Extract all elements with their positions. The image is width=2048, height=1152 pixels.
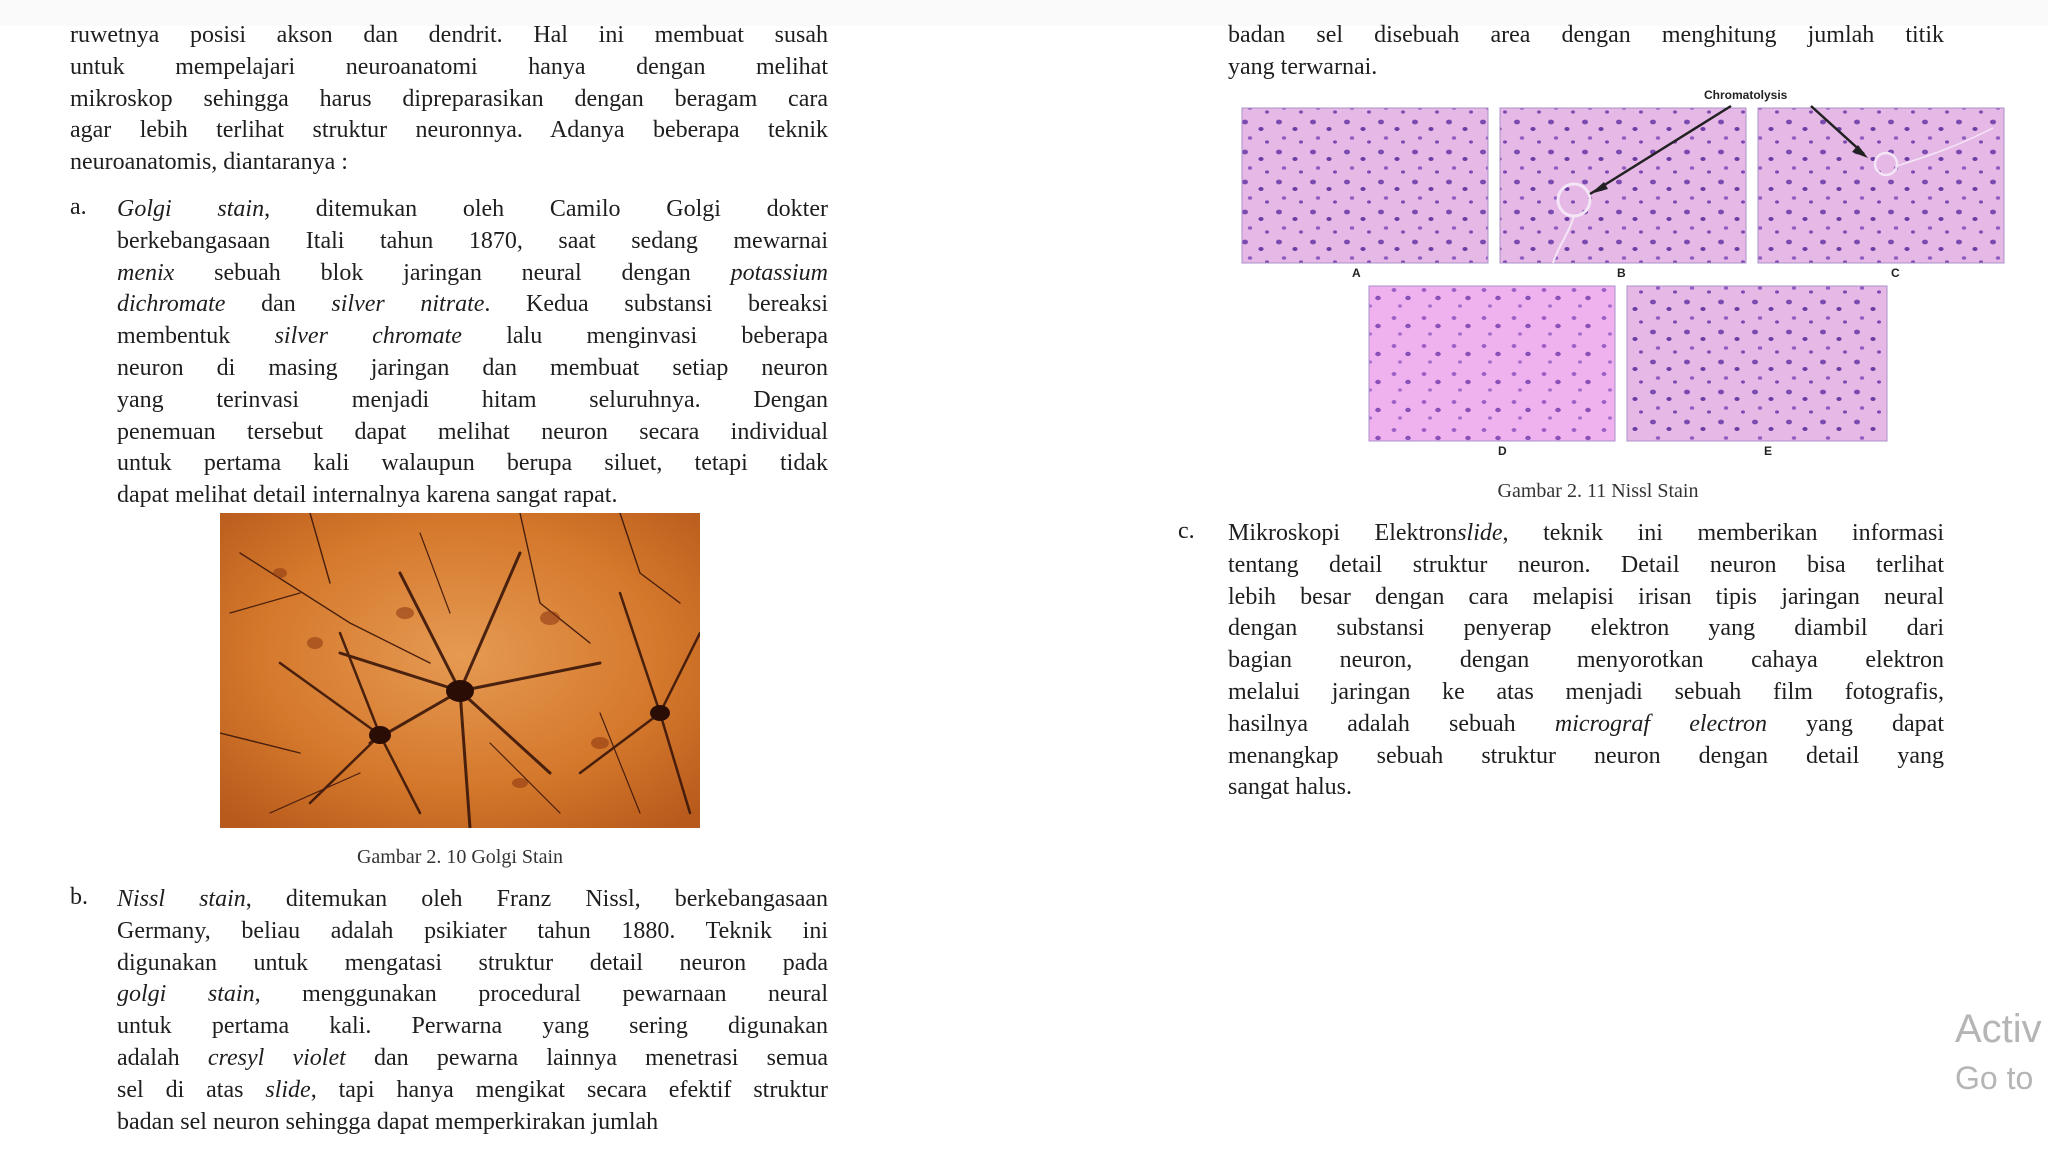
text-line: neuroanatomis, diantaranya :: [70, 149, 348, 176]
panel-label-d: D: [1498, 444, 1507, 458]
golgi-stain-graphic: [220, 513, 700, 828]
figure-caption-golgi: Gambar 2. 10 Golgi Stain: [356, 846, 564, 868]
right-intro-paragraph: [1228, 20, 1944, 84]
text-line: membentuk silver chromate lalu menginvasi beberapa: [117, 323, 829, 350]
text-line: digunakan untuk mengatasi struktur detail neuron pada: [117, 949, 828, 976]
text-line: berkebangasaan Itali tahun 1870, saat sedang mewarnai: [117, 227, 828, 254]
text-line: bagian neuron, dengan menyorotkan cahaya elektron: [1228, 647, 1944, 674]
text-line: Nissl stain, ditemukan oleh Franz Nissl, berkebangasaan: [117, 886, 828, 912]
watermark-line-2: Go to: [1955, 1060, 2034, 1096]
item-b-paragraph: [117, 884, 828, 1138]
item-a-paragraph: [117, 194, 828, 512]
text-line: mikroskop sehingga harus dipreparasikan dengan beragam cara: [70, 85, 828, 112]
annotation-chromatolysis: Chromatolysis: [1704, 88, 1788, 102]
text-line: menangkap sebuah struktur neuron dengan detail yang: [1228, 742, 1944, 769]
activation-watermark: [1955, 1006, 2042, 1098]
text-line: tentang detail struktur neuron. Detail neuron bisa terlihat: [1228, 551, 1944, 578]
item-c-paragraph: [1228, 518, 1944, 804]
text-line: badan sel neuron sehingga dapat memperkirakan jumlah: [117, 1108, 659, 1135]
left-intro-paragraph: [70, 20, 828, 179]
text-line: untuk pertama kali. Perwarna yang sering digunakan: [117, 1013, 828, 1040]
text-line: penemuan tersebut dapat melihat neuron secara individual: [117, 418, 828, 445]
text-line: Germany, beliau adalah psikiater tahun 1880. Teknik ini: [117, 917, 828, 944]
list-marker-b: b.: [70, 884, 88, 910]
panel-label-b: B: [1617, 266, 1626, 280]
text-line: golgi stain, menggunakan procedural pewarnaan neural: [117, 981, 829, 1008]
text-line: untuk pertama kali walaupun berupa siluet, tetapi tidak: [117, 450, 828, 477]
text-line: menix sebuah blok jaringan neural dengan potassium: [117, 259, 828, 286]
text-line: ruwetnya posisi akson dan dendrit. Hal ini membuat susah: [70, 22, 828, 48]
text-line: sangat halus.: [1228, 774, 1352, 801]
text-line: badan sel disebuah area dengan menghitung jumlah titik: [1228, 22, 1944, 48]
watermark-line-1: Activ: [1955, 1007, 2042, 1051]
panel-label-c: C: [1891, 266, 1900, 280]
text-line: Mikroskopi Elektronslide, teknik ini memberikan informasi: [1228, 520, 1944, 546]
golgi-stain-image: [220, 513, 700, 828]
text-line: neuron di masing jaringan dan membuat setiap neuron: [117, 354, 828, 381]
panel-label-e: E: [1764, 444, 1773, 458]
text-line: dengan substansi penyerap elektron yang diambil dari: [1228, 615, 1944, 642]
text-line: sel di atas slide, tapi hanya mengikat secara efektif struktur: [117, 1076, 828, 1103]
list-marker-c: c.: [1178, 518, 1195, 544]
figure-caption-nissl: Gambar 2. 11 Nissl Stain: [1497, 480, 1699, 502]
text-line: dapat melihat detail internalnya karena sangat rapat.: [117, 482, 618, 509]
text-line: yang terinvasi menjadi hitam seluruhnya. Dengan: [117, 386, 828, 413]
text-line: melalui jaringan ke atas menjadi sebuah film fotografis,: [1228, 678, 1944, 705]
text-line: dichromate dan silver nitrate. Kedua substansi bereaksi: [117, 291, 828, 318]
text-line: hasilnya adalah sebuah micrograf electron yang dapat: [1228, 710, 1944, 737]
list-marker-a: a.: [70, 194, 87, 220]
text-line: agar lebih terlihat struktur neuronnya. Adanya beberapa teknik: [70, 117, 828, 144]
text-line: yang terwarnai.: [1228, 53, 1378, 80]
text-line: lebih besar dengan cara melapisi irisan tipis jaringan neural: [1228, 583, 1944, 610]
panel-label-a: A: [1352, 266, 1361, 280]
text-line: adalah cresyl violet dan pewarna lainnya menetrasi semua: [117, 1044, 828, 1071]
text-line: Golgi stain, ditemukan oleh Camilo Golgi dokter: [117, 196, 828, 222]
text-line: untuk mempelajari neuroanatomi hanya dengan melihat: [70, 53, 828, 80]
nissl-stain-figure: [1238, 86, 2018, 464]
